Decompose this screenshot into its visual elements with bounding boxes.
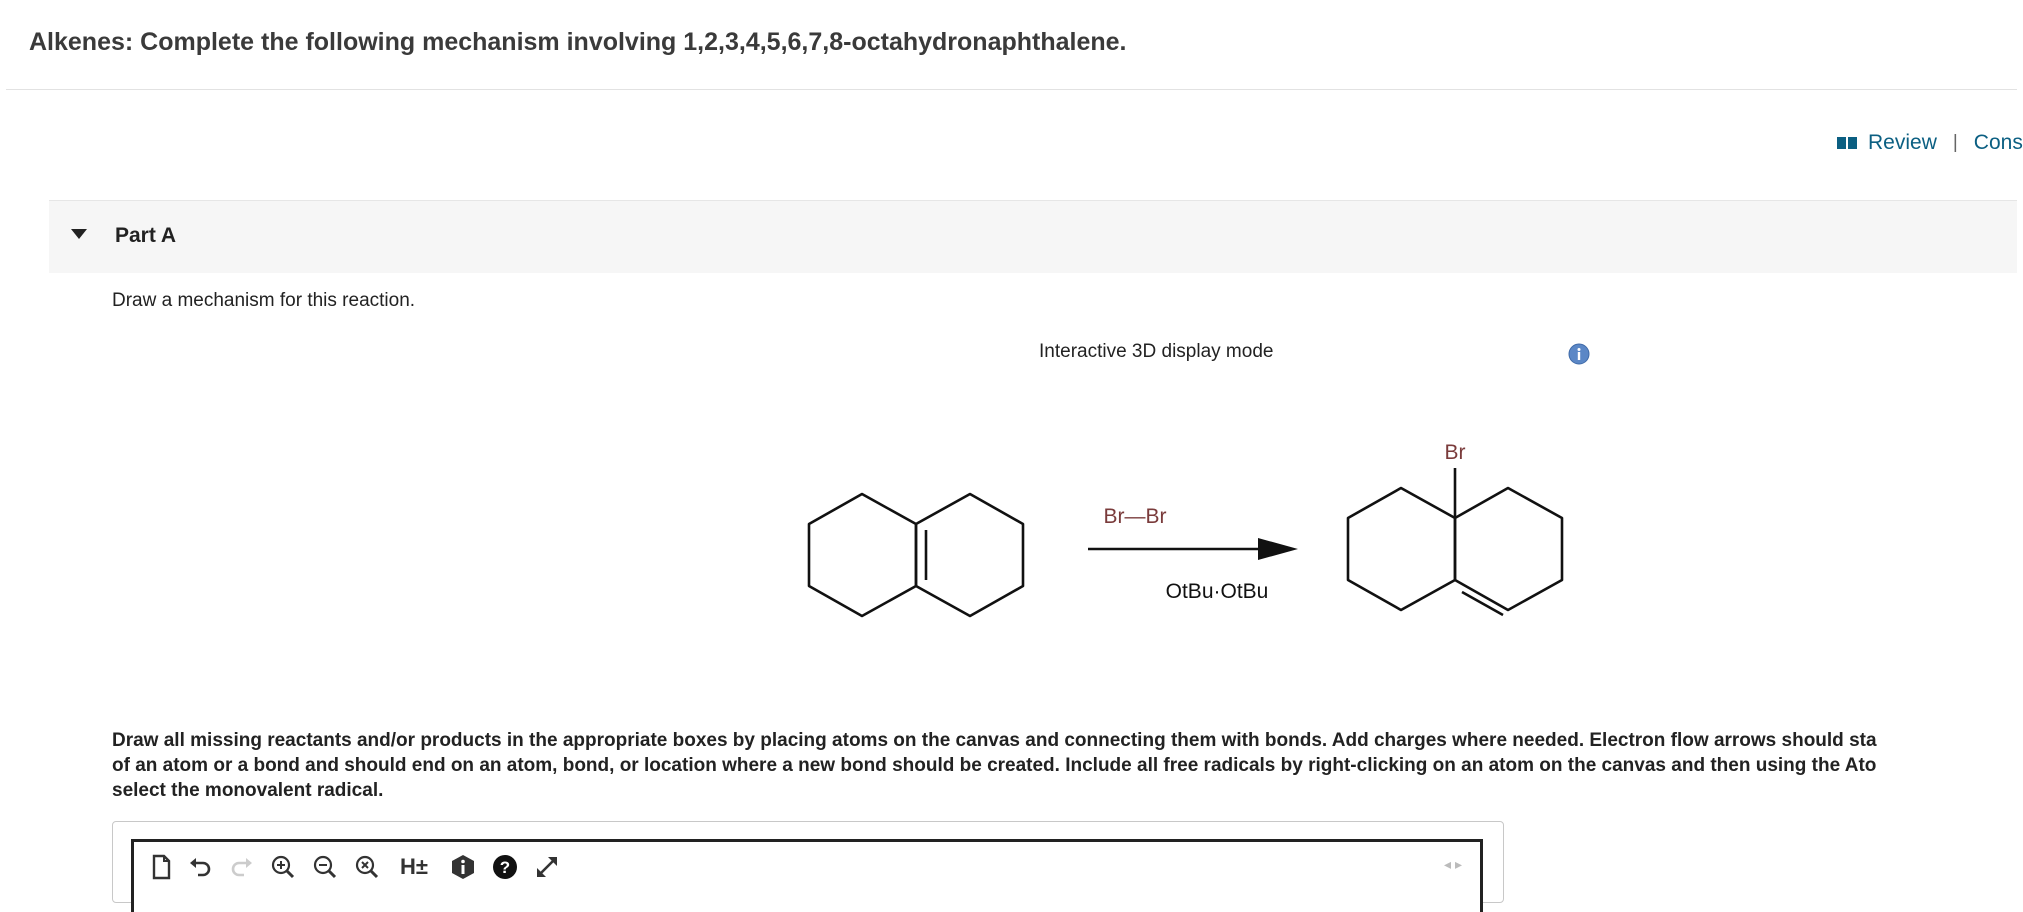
hydrogen-toggle-label: H± [400,854,428,879]
info-hexagon-icon[interactable] [448,852,478,882]
reagent-bottom: OtBu·OtBu [1165,580,1269,603]
editor-toolbar [131,839,1483,912]
part-title: Part A [115,224,177,247]
zoom-in-icon[interactable] [268,852,298,882]
product-molecule [1348,468,1562,615]
zoom-out-icon[interactable] [310,852,340,882]
constants-link[interactable]: Cons [1973,131,2023,154]
reaction-scheme [780,430,1600,640]
part-instruction: Draw a mechanism for this reaction. [112,290,416,311]
directions-line-1: Draw all missing reactants and/or products in the appropriate boxes by placing atoms on the canvas and connecting them with bonds. Add charges where needed. Electron flow arrows should sta [112,730,1877,751]
svg-text:?: ? [499,858,511,877]
help-icon[interactable] [490,852,520,882]
directions-line-3: select the monovalent radical. [112,780,384,801]
review-links [1836,131,2023,155]
redo-icon[interactable] [226,852,256,882]
fullscreen-icon[interactable] [532,852,562,882]
display-mode-label[interactable]: Interactive 3D display mode [1039,341,1274,362]
reagent-top: Br—Br [1103,505,1167,528]
hydrogen-toggle[interactable] [396,852,432,882]
drawing-editor-panel [112,821,1504,903]
panel-arrows-icon[interactable]: ◂▸ [1443,856,1466,872]
directions-line-2: of an atom or a bond and should end on an atom, bond, or location where a new bond should be created. Include all free radicals by right-clicking on an atom on the canvas and then using the Ato [112,755,1877,776]
collapse-caret-icon[interactable] [71,229,87,239]
undo-icon[interactable] [186,852,216,882]
review-link[interactable]: Review [1868,131,1937,154]
book-icon [1836,136,1858,150]
info-icon[interactable] [1568,343,1590,365]
title-divider [6,89,2017,90]
drawing-directions [112,728,2017,803]
part-a-header[interactable] [49,200,2017,273]
new-document-icon[interactable] [146,852,176,882]
reset-zoom-icon[interactable] [352,852,382,882]
link-separator: | [1952,132,1958,153]
page-title: Alkenes: Complete the following mechanism involving 1,2,3,4,5,6,7,8-octahydronaphthalene. [29,28,1127,56]
product-bromine-label: Br [1444,441,1466,464]
reactant-molecule [809,494,1023,616]
